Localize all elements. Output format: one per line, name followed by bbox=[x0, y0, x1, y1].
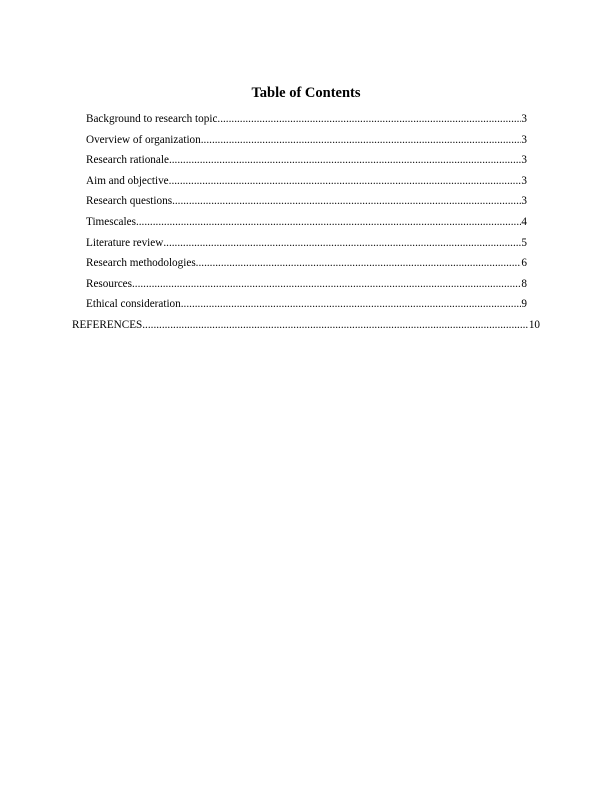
toc-dot-leader bbox=[169, 153, 521, 167]
toc-list bbox=[0, 112, 612, 339]
toc-entry-ethical[interactable] bbox=[86, 297, 527, 318]
toc-dot-leader bbox=[181, 297, 522, 311]
toc-entry-label: Background to research topic bbox=[86, 113, 218, 125]
toc-dot-leader bbox=[196, 256, 522, 270]
toc-dot-leader bbox=[217, 112, 521, 126]
toc-entry-overview[interactable] bbox=[86, 133, 527, 154]
toc-entry-label: Aim and objective bbox=[86, 174, 169, 187]
toc-page-number: 9 bbox=[521, 298, 527, 311]
toc-entry-label: Research rationale bbox=[86, 154, 169, 167]
toc-dot-leader bbox=[163, 236, 521, 250]
toc-dot-leader bbox=[172, 194, 521, 208]
toc-page-number: 3 bbox=[521, 174, 527, 187]
toc-dot-leader bbox=[136, 215, 521, 229]
toc-dot-leader bbox=[132, 277, 521, 291]
toc-dot-leader bbox=[201, 133, 522, 147]
toc-entry-methodologies[interactable] bbox=[86, 256, 527, 277]
toc-page-number: 4 bbox=[521, 215, 527, 228]
toc-entry-questions[interactable] bbox=[86, 194, 527, 215]
toc-entry-label: Ethical consideration bbox=[86, 298, 181, 311]
toc-page-number: 6 bbox=[521, 257, 527, 270]
toc-entry-aim[interactable] bbox=[86, 174, 527, 195]
toc-page-number: 5 bbox=[521, 236, 527, 249]
toc-entry-label: Research methodologies bbox=[86, 257, 196, 270]
toc-entry-resources[interactable] bbox=[86, 277, 527, 298]
toc-entry-label: Timescales bbox=[86, 215, 136, 228]
toc-entry-rationale[interactable] bbox=[86, 153, 527, 174]
toc-entry-label: Literature review bbox=[86, 236, 164, 249]
toc-entry-label: Resources bbox=[86, 277, 132, 290]
toc-entry-references[interactable] bbox=[72, 318, 540, 339]
toc-page-number: 3 bbox=[521, 113, 527, 125]
toc-entry-label: Research questions bbox=[86, 195, 173, 208]
toc-page-number: 3 bbox=[521, 133, 527, 146]
toc-entry-literature[interactable] bbox=[86, 236, 527, 257]
toc-entry-label: REFERENCES bbox=[72, 318, 143, 331]
toc-dot-leader bbox=[169, 174, 522, 188]
toc-title: Table of Contents bbox=[251, 85, 361, 101]
toc-entry-background[interactable] bbox=[86, 112, 527, 133]
toc-page-number: 3 bbox=[521, 195, 527, 208]
toc-page-number: 8 bbox=[521, 277, 527, 290]
toc-entry-timescales[interactable] bbox=[86, 215, 527, 236]
toc-entry-label: Overview of organization bbox=[86, 133, 201, 146]
toc-page-number: 3 bbox=[521, 154, 527, 167]
toc-dot-leader bbox=[142, 318, 529, 332]
toc-page-number: 10 bbox=[528, 318, 540, 331]
